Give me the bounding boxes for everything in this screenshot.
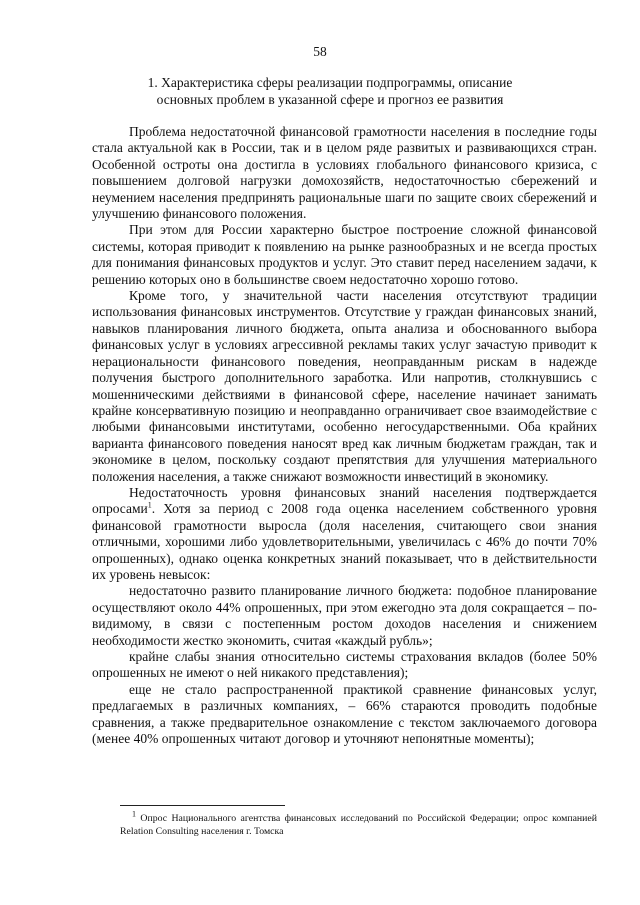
list-item-deposit-insurance: крайне слабы знания относительно системы страхования вкладов (более 50% опрошенных не имеют о ней никакого представления); [92, 649, 597, 681]
page-number: 58 [313, 44, 327, 59]
list-item-budget-planning: недостаточно развито планирование личного бюджета: подобное планирование осуществляют около 44% опрошенных, при этом ежегодно эта доля сокращается – по-видимому, в связи с постепенным ростом доходов населения и снижением необходимости жестко экономить, считая «каждый рубль»; [92, 583, 597, 648]
paragraph-survey [92, 485, 597, 583]
list-item-service-comparison: еще не стало распространенной практикой сравнение финансовых услуг, предлагаемых в различных компаниях, – 66% стараются проводить подобные сравнения, а также предварительное ознакомление с текстом заключаемого договора (менее 40% опрошенных читают договор и уточняют непонятные моменты); [92, 681, 597, 747]
section-heading [120, 74, 540, 108]
survey-text-start: Недостаточность уровня финансовых знаний населения подтверждается опросами [92, 484, 597, 517]
section-heading-line-1: 1. Характеристика сферы реализации подпрограммы, описание [147, 75, 513, 90]
paragraph-problem: Проблема недостаточной финансовой грамотности населения в последние годы стала актуальной как в России, так и в целом ряде развитых и развивающихся стран. Особенной остроты она достигла в условиях глобального финансового кризиса, с повышением долговой нагрузки домохозяйств, недостаточностью сбережений и неумением населения предпринять рациональные шаги по защите своих сбережений и улучшению финансового положения. [92, 124, 597, 222]
footnote [120, 809, 597, 838]
body-text [92, 124, 597, 747]
section-heading-line-2: основных проблем в указанной сфере и прогноз ее развития [156, 92, 504, 107]
footnote-divider [120, 805, 285, 806]
footnote-marker: 1 [132, 809, 136, 819]
paragraph-traditions: Кроме того, у значительной части населения отсутствуют традиции использования финансовых инструментов. Отсутствие у граждан финансовых знаний, навыков планирования личного бюджета, опыта анализа и обоснованного выбора финансовых услуг в условиях агрессивной рекламы таких услуг зачастую приводит к нерациональности финансового поведения, неоправданным рискам в надежде получения быстрого дополнительного заработка. Или напротив, столкнувшись с мошенническими действиями в финансовой сфере, население начинает занимать крайне консервативную позицию и неоправданно ограничивает свое взаимодействие с любыми финансовыми институтами, особенно негосударственными. Оба крайних варианта финансового поведения наносят вред как личным бюджетам граждан, так и экономике в целом, поскольку создают препятствия для улучшения материального положения населения, а также снижают возможности инвестиций в экономику. [92, 288, 597, 484]
survey-text-end: . Хотя за период с 2008 года оценка населением собственного уровня финансовой грамотности выросла (доля населения, считающего свои знания отличными, хорошими либо удовлетворительными, увеличилась с 46% до почти 70% опрошенных), однако оценка конкретных знаний показывает, что в действительности их уровень невысок: [92, 501, 597, 582]
footnote-reference[interactable]: 1 [147, 500, 152, 510]
paragraph-financial-system: При этом для России характерно быстрое построение сложной финансовой системы, которая приводит к появлению на рынке разнообразных и не всегда простых для понимания финансовых продуктов и услуг. Это ставит перед населением задачи, к решению которых оно в большинстве своем недостаточно хорошо готово. [92, 222, 597, 287]
footnote-text: Опрос Национального агентства финансовых исследований по Российской Федерации; опрос компанией Relation Consulting населения г. Томска [120, 813, 597, 837]
